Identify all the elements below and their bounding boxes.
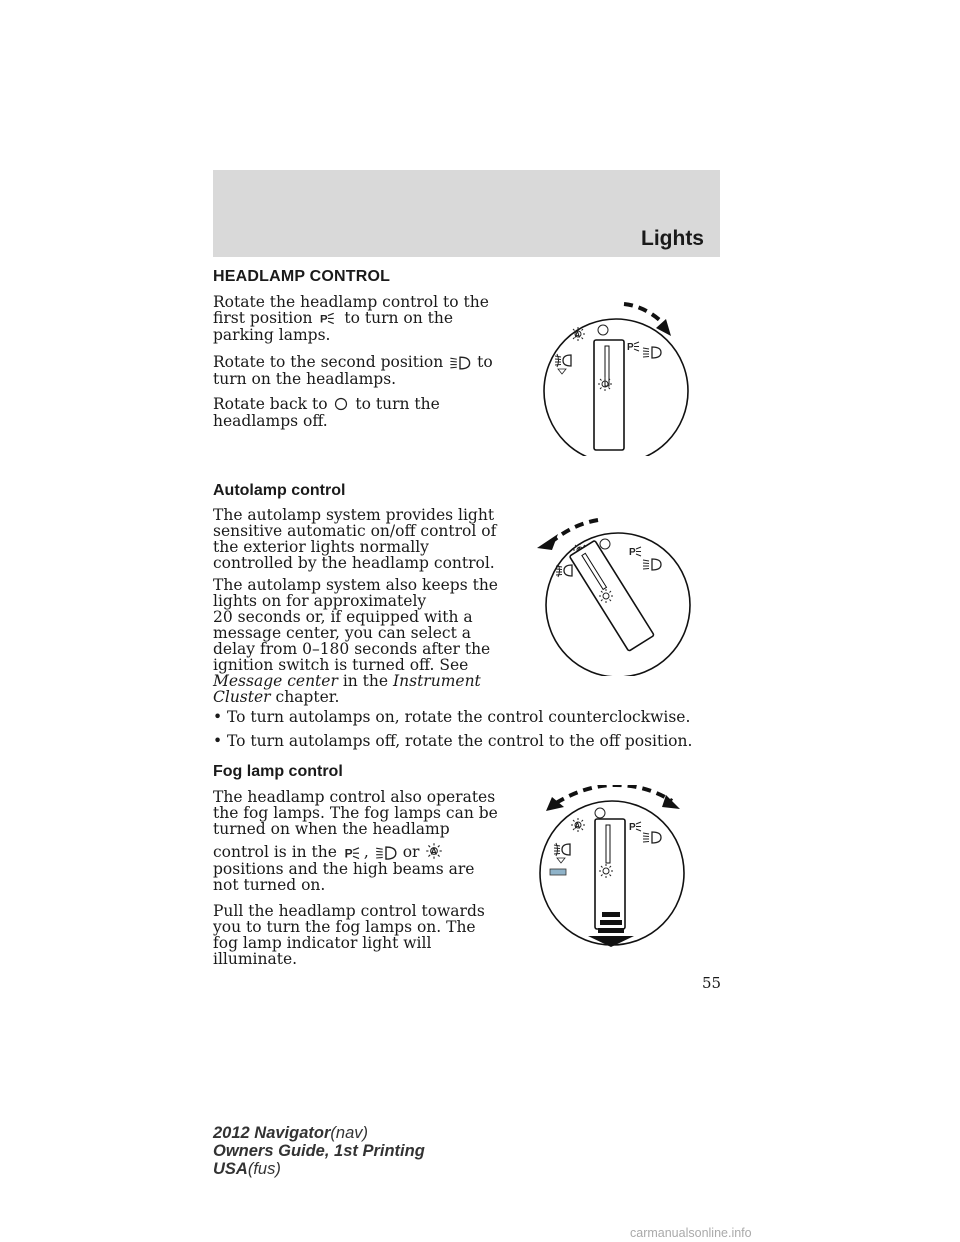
off-position-icon xyxy=(332,397,350,413)
section-title: Lights xyxy=(641,227,704,250)
headlamp-dial-figure-2 xyxy=(530,510,696,676)
parking-lamp-icon xyxy=(317,311,339,327)
document-footer: 2012 Navigator(nav) Owners Guide, 1st Printing USA(fus) xyxy=(213,1124,425,1178)
headlamp-paragraph-1: Rotate the headlamp control to the first position to turn on the parking lamps. xyxy=(213,293,489,344)
watermark: carmanualsonline.info xyxy=(630,1226,752,1240)
autolamp-paragraph-1: The autolamp system provides light sensitive automatic on/off control of the exterior lights normally controlled by the headlamp control. xyxy=(213,506,497,572)
autolamp-bullet-1: • To turn autolamps on, rotate the control counterclockwise. xyxy=(213,708,691,726)
foglamp-heading: Fog lamp control xyxy=(213,763,343,780)
section-header-band xyxy=(213,170,720,257)
headlamp-icon xyxy=(374,843,398,861)
svg-text:A: A xyxy=(431,846,438,857)
autolamp-heading: Autolamp control xyxy=(213,482,346,499)
headlamp-paragraph-3: Rotate back to to turn the headlamps off. xyxy=(213,395,440,430)
auto-letter: A xyxy=(574,330,581,340)
headlamp-heading: HEADLAMP CONTROL xyxy=(213,268,391,285)
headlamp-dial-figure-1 xyxy=(536,296,696,456)
headlamp-dial-figure-3 xyxy=(530,785,696,950)
auto-letter: A xyxy=(574,821,581,831)
autolamp-icon xyxy=(424,841,444,861)
foglamp-paragraph-1: The headlamp control also operates the fog lamps. The fog lamps can be turned on when the headlamp control is in the , or A positions and the high beams are not turned on. xyxy=(213,788,498,894)
autolamp-bullet-2: • To turn autolamps off, rotate the control to the off position. xyxy=(213,732,693,750)
autolamp-paragraph-2: The autolamp system also keeps the lights on for approximately 20 seconds or, if equipped with a message center, you can select a delay from 0–180 seconds after the ignition switch is turned off. See Message center in the Instrument Cluster chapter. xyxy=(213,576,498,706)
parking-lamp-icon xyxy=(342,843,364,861)
headlamp-icon xyxy=(448,355,472,371)
foglamp-paragraph-2: Pull the headlamp control towards you to turn the fog lamps on. The fog lamp indicator light will illuminate. xyxy=(213,902,485,968)
headlamp-paragraph-2: Rotate to the second position to turn on the headlamps. xyxy=(213,353,493,388)
page-number: 55 xyxy=(702,974,722,992)
